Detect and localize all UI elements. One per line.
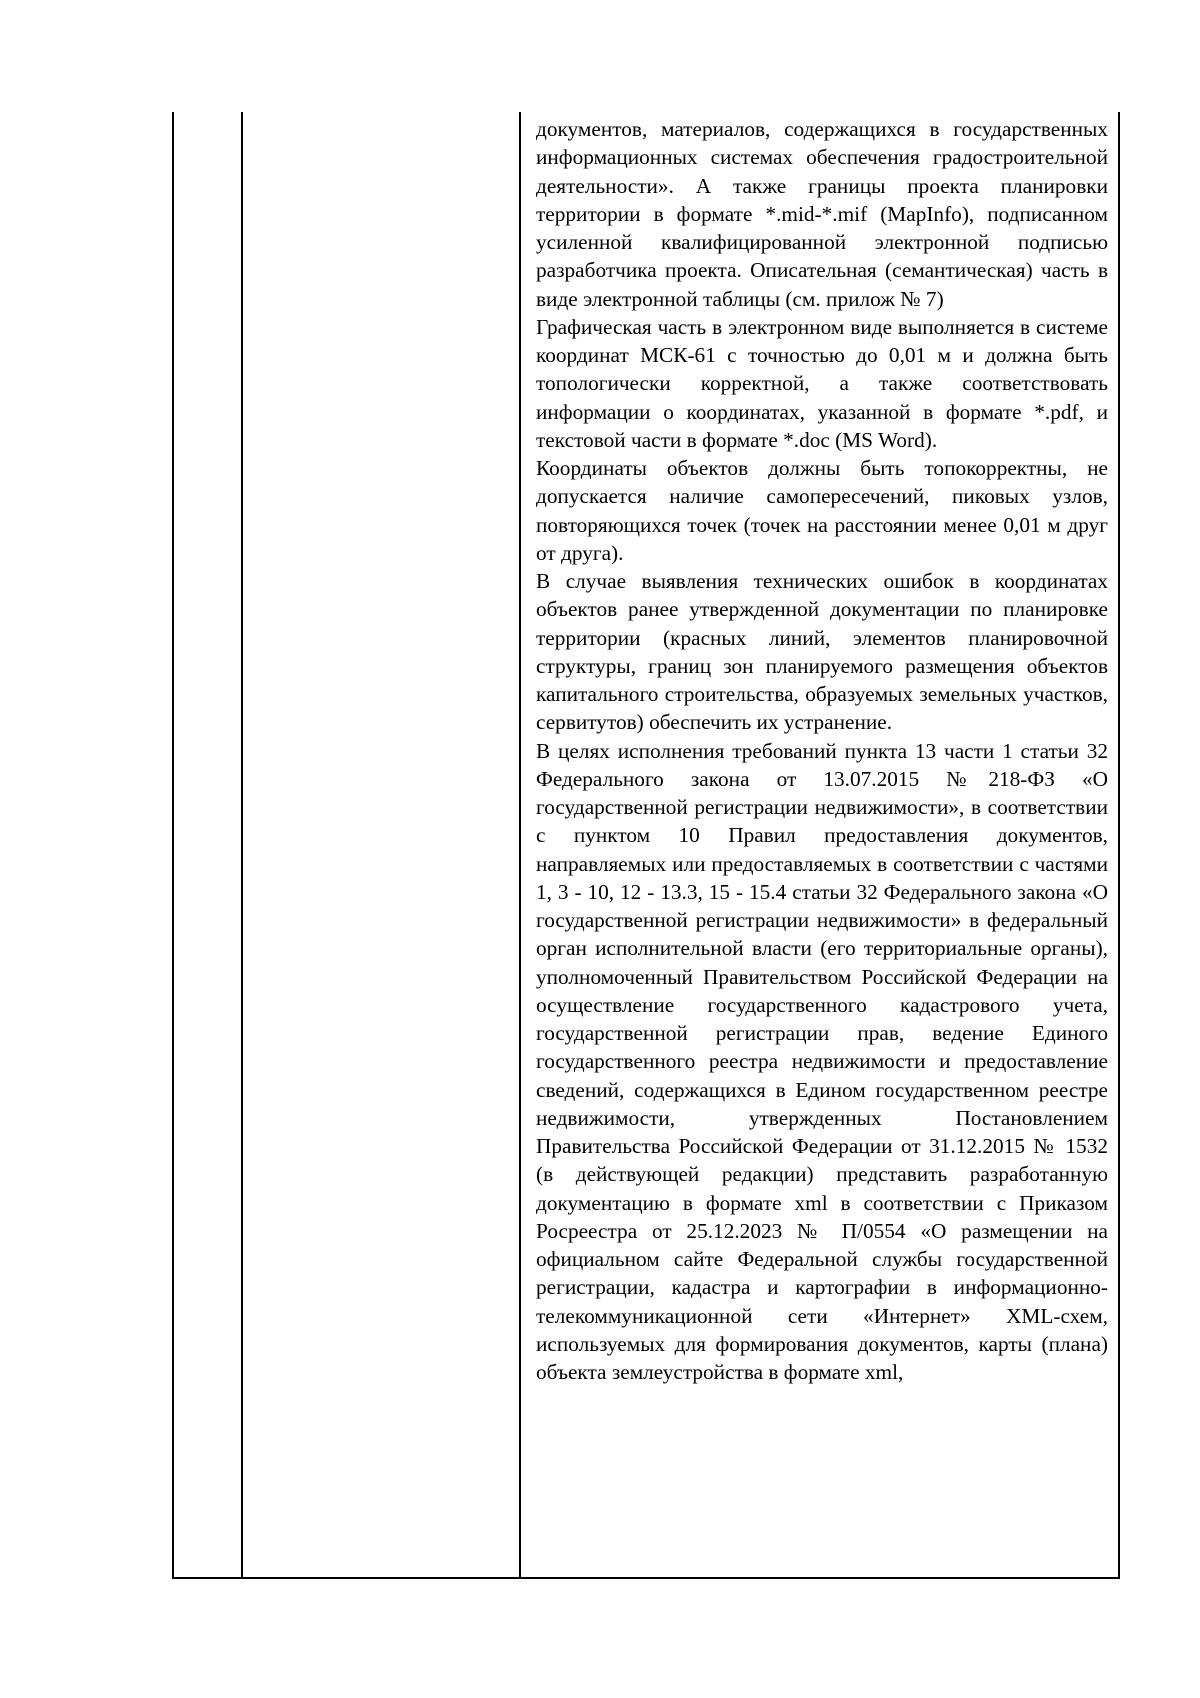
- paragraph-registration-requirements: В целях исполнения требований пункта 13 части 1 статьи 32 Федерального закона от 13.07.2015 №218-ФЗ «О государственной регистрации недвижимости», в соответствии с пунктом 10 Правил предоставления документов, направляемых или предоставляемых в соответствии с частями 1, 3 - 10, 12 - 13.3, 15 - 15.4 статьи 32 Федерального закона «О государственной регистрации недвижимости» в федеральный орган исполнительной власти (его территориальные органы), уполномоченный Правительством Российской Федерации на осуществление государственного кадастрового учета, государственной регистрации прав, ведение Единого государственного реестра недвижимости и предоставление сведений, содержащихся в Едином государственном реестре недвижимости, утвержденных Постановлением Правительства Российской Федерации от 31.12.2015 № 1532 (в действующей редакции) представить разработанную документацию в формате xml в соответствии с Приказом Росреестра от 25.12.2023 № П/0554 «О размещении на официальном сайте Федеральной службы государственной регистрации, кадастра и картографии в информационно-телекоммуникационной сети «Интернет» XML-схем, используемых для формирования документов, карты (плана) объекта землеустройства в формате xml,: [536, 738, 1108, 1384]
- paragraph-coordinates: Координаты объектов должны быть топокорректны, не допускается наличие самопересечений, пиковых узлов, повторяющихся точек (точек на расстоянии менее 0,01 м друг от друга).: [536, 456, 1108, 565]
- paragraph-documents-continuation: документов, материалов, содержащихся в государственных информационных системах обеспечения градостроительной деятельности». А также границы проекта планировки территории в формате *.mid-*.mif (MapInfo), подписанном усиленной квалифицированной электронной подписью разработчика проекта. Описательная (семантическая) часть в виде электронной таблицы (см. прилож № 7): [536, 117, 1108, 311]
- table-column-divider-1: [241, 112, 243, 1577]
- requirements-table: [172, 112, 1120, 1579]
- table-column-divider-2: [519, 112, 521, 1577]
- table-cell-requirements: [536, 115, 1108, 1386]
- paragraph-graphic-part: Графическая часть в электронном виде выполняется в системе координат МСК-61 с точностью до 0,01 м и должна быть топологически корректной, а также соответствовать информации о координатах, указанной в формате *.pdf, и текстовой части в формате *.doc (MS Word).: [536, 314, 1108, 452]
- paragraph-technical-errors: В случае выявления технических ошибок в координатах объектов ранее утвержденной документации по планировке территории (красных линий, элементов планировочной структуры, границ зон планируемого размещения объектов капитального строительства, образуемых земельных участков, сервитутов) обеспечить их устранение.: [536, 569, 1108, 735]
